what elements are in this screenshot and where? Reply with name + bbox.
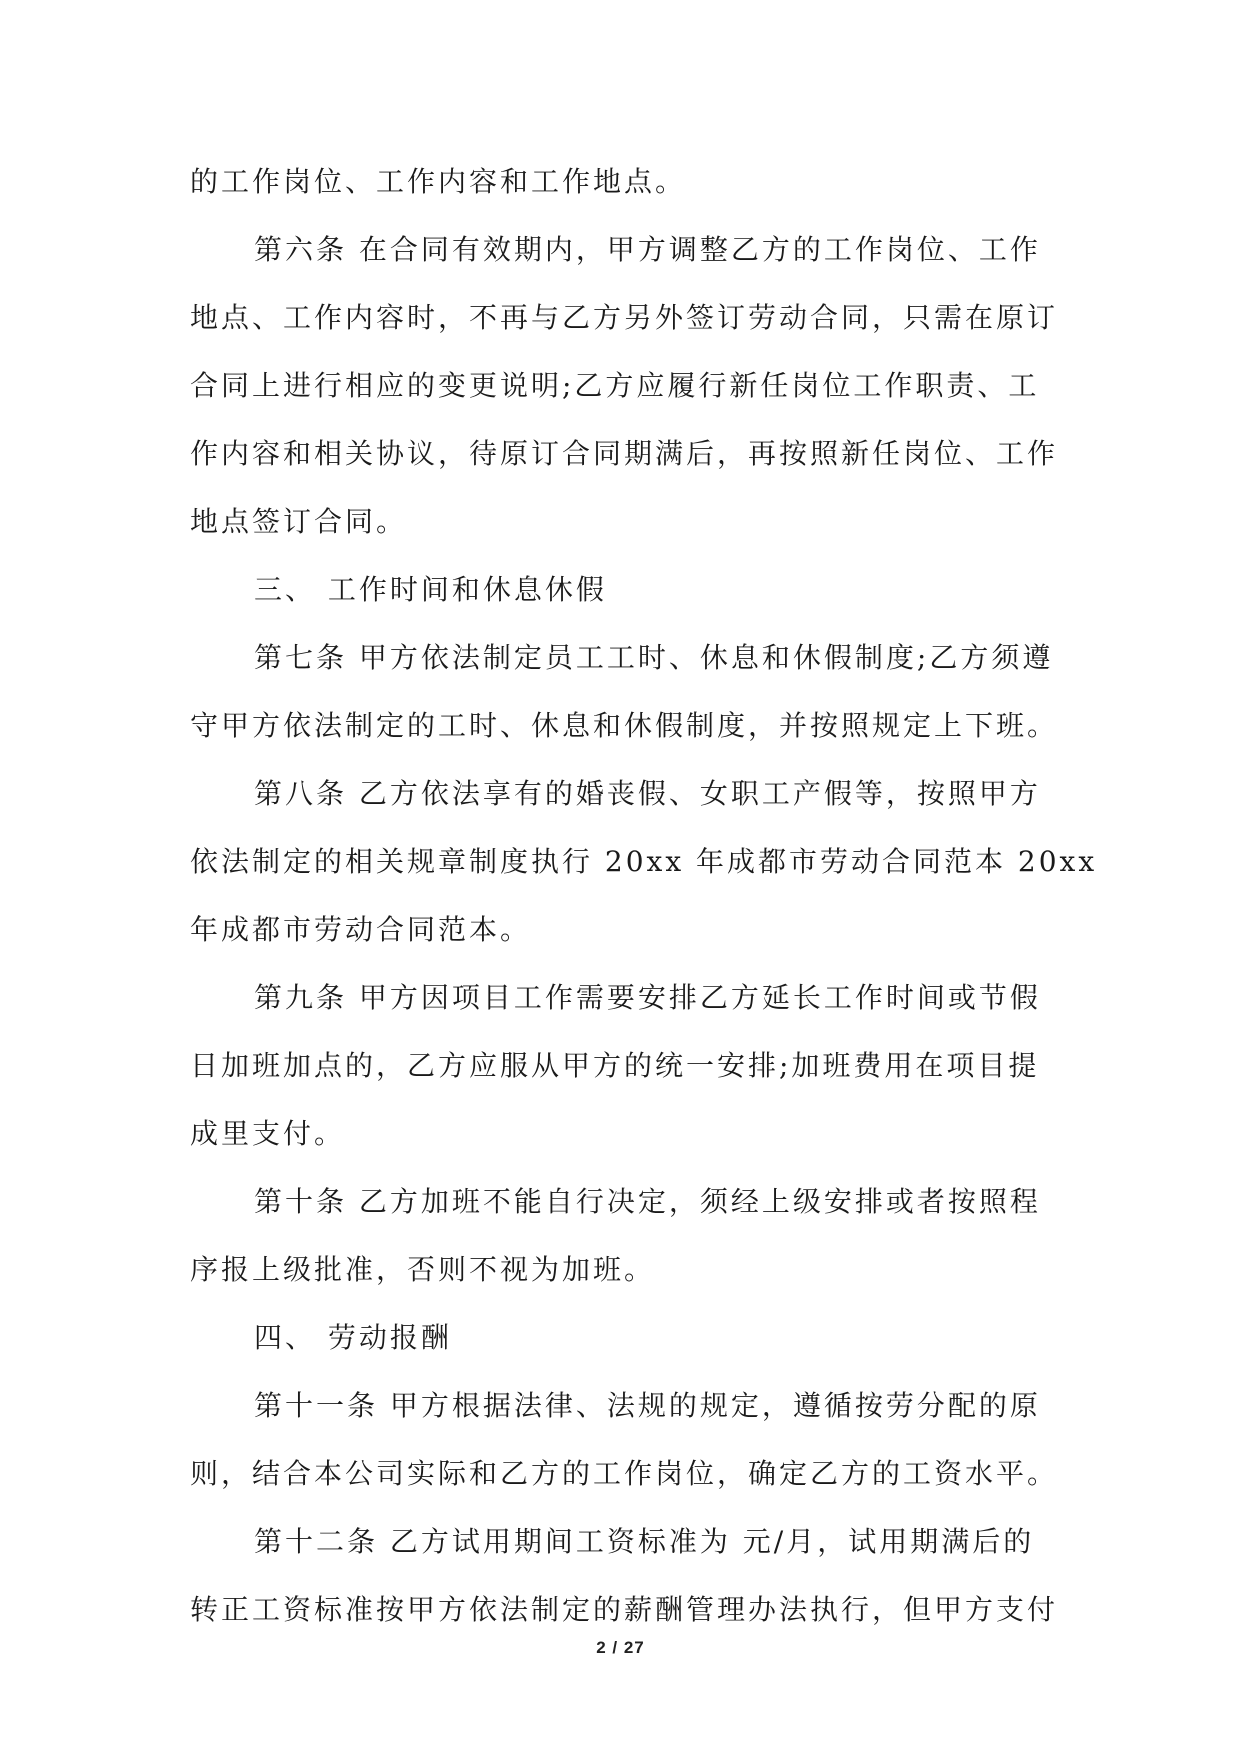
text-line: 转正工资标准按甲方依法制定的薪酬管理办法执行，但甲方支付: [190, 1593, 1059, 1626]
document-body: [190, 148, 1098, 1644]
text-line: 第八条 乙方依法享有的婚丧假、女职工产假等，按照甲方: [254, 777, 1041, 810]
text-line: 成里支付。: [190, 1117, 346, 1150]
text-line: 守甲方依法制定的工时、休息和休假制度，并按照规定上下班。: [190, 709, 1059, 742]
text-line: 年成都市劳动合同范本。: [190, 913, 532, 946]
text-line: 第九条 甲方因项目工作需要安排乙方延长工作时间或节假: [254, 981, 1041, 1014]
text-line: 则，结合本公司实际和乙方的工作岗位，确定乙方的工资水平。: [190, 1457, 1059, 1490]
text-line: 第十一条 甲方根据法律、法规的规定，遵循按劳分配的原: [254, 1389, 1041, 1422]
text-line: 依法制定的相关规章制度执行 20xx 年成都市劳动合同范本 20xx: [190, 845, 1098, 878]
text-line: 第十二条 乙方试用期间工资标准为 元/月，试用期满后的: [254, 1525, 1035, 1558]
text-line: 地点、工作内容时，不再与乙方另外签订劳动合同，只需在原订: [190, 301, 1059, 334]
section-heading: 四、 劳动报酬: [254, 1321, 452, 1354]
text-line: 地点签订合同。: [190, 505, 408, 538]
text-line: 第六条 在合同有效期内，甲方调整乙方的工作岗位、工作: [254, 233, 1041, 266]
text-line: 合同上进行相应的变更说明;乙方应履行新任岗位工作职责、工: [190, 369, 1040, 402]
page-number: 2 / 27: [596, 1638, 645, 1657]
text-line: 作内容和相关协议，待原订合同期满后，再按照新任岗位、工作: [190, 437, 1059, 470]
text-line: 的工作岗位、工作内容和工作地点。: [190, 165, 687, 198]
text-line: 日加班加点的，乙方应服从甲方的统一安排;加班费用在项目提: [190, 1049, 1040, 1082]
text-line: 序报上级批准，否则不视为加班。: [190, 1253, 656, 1286]
text-line: 第十条 乙方加班不能自行决定，须经上级安排或者按照程: [254, 1185, 1041, 1218]
text-line: 第七条 甲方依法制定员工工时、休息和休假制度;乙方须遵: [254, 641, 1054, 674]
section-heading: 三、 工作时间和休息休假: [254, 573, 607, 606]
